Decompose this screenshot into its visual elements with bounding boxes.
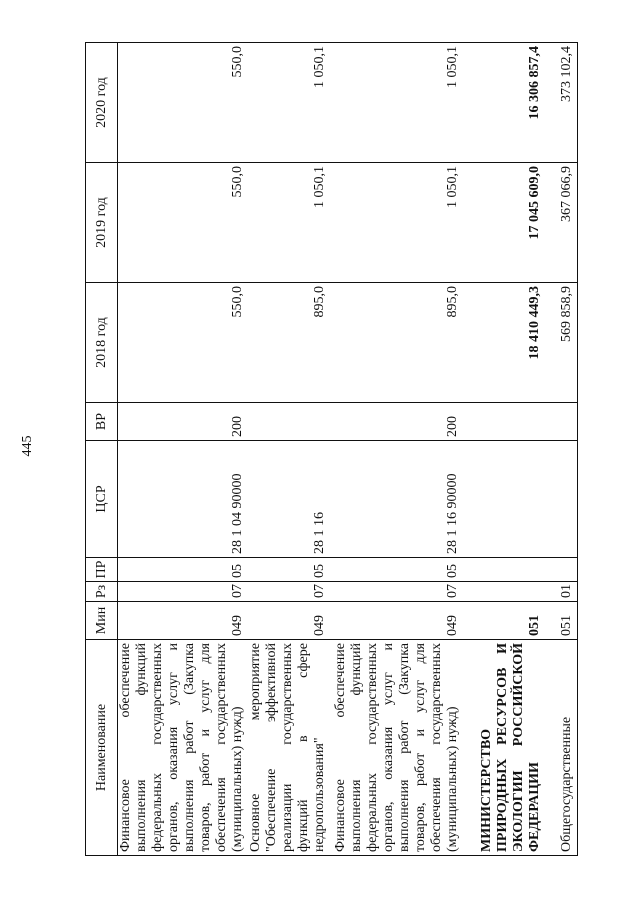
rotated-table-container	[85, 36, 600, 856]
table-row	[545, 43, 578, 856]
header-rz: Рз	[86, 582, 118, 602]
table-row	[118, 43, 249, 856]
row-csr	[463, 441, 545, 558]
row-rz: 07	[330, 582, 463, 602]
row-2019: 550,0	[118, 163, 249, 283]
row-2018: 550,0	[118, 283, 249, 403]
header-2020: 2020 год	[86, 43, 118, 163]
row-min: 049	[330, 602, 463, 640]
row-2019: 1 050,1	[330, 163, 463, 283]
row-2020: 1 050,1	[248, 43, 330, 163]
row-csr	[545, 441, 578, 558]
header-min: Мин	[86, 602, 118, 640]
row-vr: 200	[118, 403, 249, 441]
row-rz: 01	[545, 582, 578, 602]
row-2018: 18 410 449,3	[463, 283, 545, 403]
row-min: 049	[248, 602, 330, 640]
header-vr: ВР	[86, 403, 118, 441]
row-vr	[248, 403, 330, 441]
row-2020: 16 306 857,4	[463, 43, 545, 163]
row-name: Финансовое обеспечение выполнения функций федеральных государственных органов, оказания услуг и выполнения работ (Закупка товаров, работ и услуг для обеспечения государственных (муниципальных) нужд)	[330, 640, 463, 856]
row-name: Финансовое обеспечение выполнения функций федеральных государственных органов, оказания услуг и выполнения работ (Закупка товаров, работ и услуг для обеспечения государственных (муниципальных) нужд)	[118, 640, 249, 856]
row-csr: 28 1 04 90000	[118, 441, 249, 558]
table-row	[463, 43, 545, 856]
row-vr	[545, 403, 578, 441]
table-row	[330, 43, 463, 856]
header-pr: ПР	[86, 558, 118, 582]
row-2020: 1 050,1	[330, 43, 463, 163]
row-name: МИНИСТЕРСТВО ПРИРОДНЫХ РЕСУРСОВ И ЭКОЛОГИИ РОССИЙСКОЙ ФЕДЕРАЦИИ	[463, 640, 545, 856]
budget-table	[85, 42, 578, 856]
header-csr: ЦСР	[86, 441, 118, 558]
row-min: 049	[118, 602, 249, 640]
row-vr	[463, 403, 545, 441]
row-2018: 569 858,9	[545, 283, 578, 403]
header-2018: 2018 год	[86, 283, 118, 403]
row-pr: 05	[330, 558, 463, 582]
row-2018: 895,0	[248, 283, 330, 403]
row-rz	[463, 582, 545, 602]
row-pr	[463, 558, 545, 582]
row-vr: 200	[330, 403, 463, 441]
row-rz: 07	[248, 582, 330, 602]
row-2019: 367 066,9	[545, 163, 578, 283]
row-min: 051	[545, 602, 578, 640]
row-name: Основное мероприятие "Обеспечение эффективной реализации государственных функций в сфере недропользования"	[248, 640, 330, 856]
row-2019: 17 045 609,0	[463, 163, 545, 283]
row-2018: 895,0	[330, 283, 463, 403]
header-2019: 2019 год	[86, 163, 118, 283]
row-2020: 373 102,4	[545, 43, 578, 163]
row-pr: 05	[248, 558, 330, 582]
row-pr: 05	[118, 558, 249, 582]
row-name: Общегосударственные	[545, 640, 578, 856]
row-2020: 550,0	[118, 43, 249, 163]
row-csr: 28 1 16 90000	[330, 441, 463, 558]
row-rz: 07	[118, 582, 249, 602]
row-min: 051	[463, 602, 545, 640]
row-pr	[545, 558, 578, 582]
header-name: Наименование	[86, 640, 118, 856]
row-2019: 1 050,1	[248, 163, 330, 283]
row-csr: 28 1 16	[248, 441, 330, 558]
table-row	[248, 43, 330, 856]
table-header-row	[86, 43, 118, 856]
page-number: 445	[20, 435, 35, 457]
